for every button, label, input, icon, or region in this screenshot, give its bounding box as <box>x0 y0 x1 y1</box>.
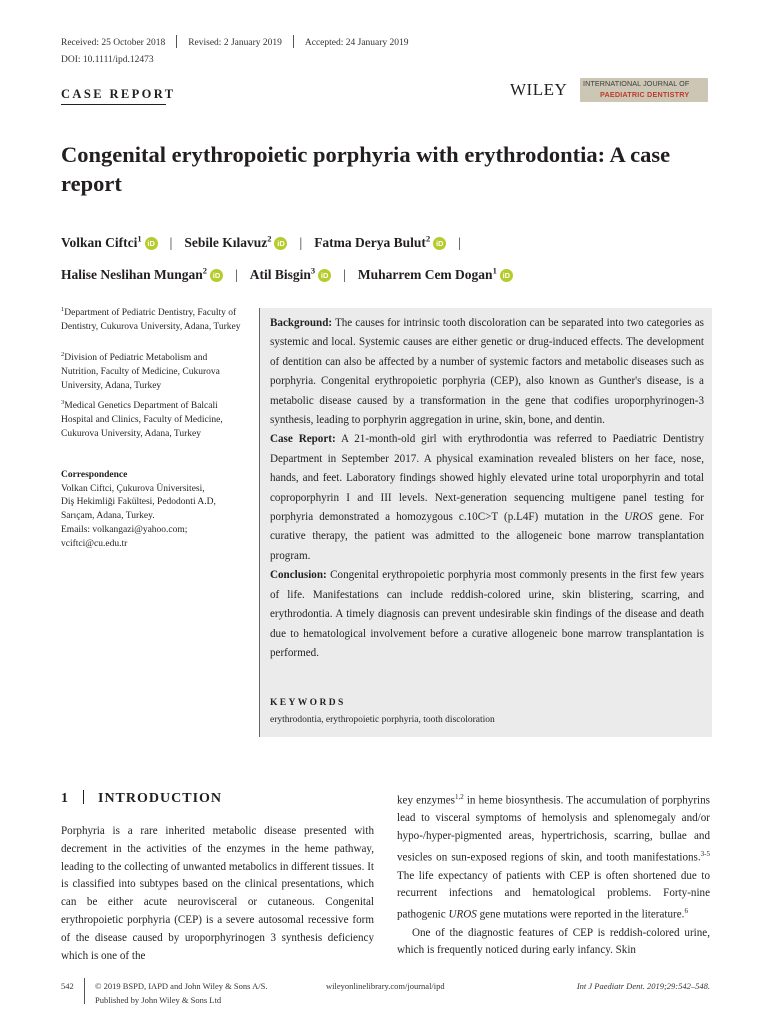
author-list <box>61 224 711 289</box>
correspondence-email[interactable]: Emails: volkangazi@yahoo.com; <box>61 524 188 535</box>
affiliation: $^2$Division of Pediatric Metabolism and Nutrition, Faculty of Medicine, Cukurova University, Adana, Turkey <box>61 351 220 391</box>
keywords-heading: KEYWORDS <box>270 698 346 708</box>
correspondence-line: Sarıçam, Adana, Turkey. <box>61 511 155 522</box>
author-separator: | <box>235 267 238 282</box>
author[interactable]: Halise Neslihan Mungan$^2$ iD <box>61 267 223 282</box>
orcid-icon[interactable]: iD <box>274 237 287 250</box>
author[interactable]: Fatma Derya Bulut$^2$ iD <box>314 235 446 250</box>
paragraph: One of the diagnostic features of CEP is reddish-colored urine, which is frequently noticed during early infancy. Skin <box>397 926 710 957</box>
section-title: INTRODUCTION <box>98 791 223 806</box>
publisher-logo: WILEY <box>510 80 568 99</box>
divider <box>176 35 177 48</box>
paragraph: Porphyria is a rare inherited metabolic disease presented with decrement in the activities of the enzymes in the heme pathway, leading to the collecting of unwanted metabolics in different tissues. It is classified into subtypes based on the clinical presentations, which can be either acute neurovisceral or cutaneous. Congenital erythropoietic porphyria (CEP) is a severe autosomal recessive form of the disease caused by uroporphyrinogen 3 synthesis deficiency which is one of the <box>61 825 374 962</box>
section-number: 1 <box>61 791 69 806</box>
affiliation: $^3$Medical Genetics Department of Balcali Hospital and Clinics, Faculty of Medicine, Cukurova University, Adana, Turkey <box>61 399 223 439</box>
citation-ref[interactable]: 1,2 <box>454 793 464 801</box>
article-title: Congenital erythropoietic porphyria with erythrodontia: A case report <box>61 142 671 196</box>
body-column-right <box>397 789 710 960</box>
orcid-icon[interactable]: iD <box>210 269 223 282</box>
citation: Int J Paediatr Dent. 2019;29:542–548. <box>576 981 710 991</box>
author[interactable]: Sebile Kılavuz$^2$ iD <box>184 235 287 250</box>
author-separator: | <box>169 234 173 250</box>
correspondence-heading: Correspondence <box>61 470 128 480</box>
publisher-note: Published by John Wiley & Sons Ltd <box>95 995 222 1005</box>
abstract-background: Background: The causes for intrinsic tooth discoloration can be separated into two categories as systemic and local. Systemic causes are either genetic or drug-induced effects. The development of dentition can also be affected by a number of systemic factors and metabolic diseases such as porphyria. Congenital erythropoietic porphyria (CEP), also known as Gunther's disease, is a metabolic disease caused by a transformation in the gene that codifies uroporphyrinogen-3 synthesis, leading to porphyrin aggregation in urine, skin, bone, and dentin. <box>270 317 704 427</box>
body-column-left <box>61 823 374 965</box>
page-number: 542 <box>61 981 74 991</box>
keywords: erythrodontia, erythropoietic porphyria, tooth discoloration <box>270 715 495 725</box>
citation-ref[interactable]: 6 <box>684 907 688 916</box>
journal-logo-line2: PAEDIATRIC DENTISTRY <box>600 90 690 99</box>
received-date: Received: 25 October 2018 <box>61 38 166 48</box>
author-separator: | <box>343 267 346 282</box>
journal-logo <box>580 78 708 102</box>
correspondence-line: Diş Hekimliği Fakültesi, Pedodonti A.D, <box>61 497 216 508</box>
author-separator: | <box>299 234 303 250</box>
abstract-text <box>270 314 704 663</box>
orcid-icon[interactable]: iD <box>318 269 331 282</box>
author[interactable]: Atil Bisgin$^3$ iD <box>250 267 331 282</box>
orcid-icon[interactable]: iD <box>145 237 158 250</box>
author[interactable]: Volkan Ciftci$^1$ iD <box>61 235 158 250</box>
divider <box>293 35 294 48</box>
orcid-icon[interactable]: iD <box>433 237 446 250</box>
divider <box>83 790 84 804</box>
article-type-underline <box>61 104 166 105</box>
paragraph: key enzymes$^{1,2}$ in heme biosynthesis. The accumulation of porphyrins lead to visceral symptoms of hemolysis and splenomegaly and/or hypo-/hyper-pigmented areas, hypertrichosis, scarring, bullae and vesicles on sun-exposed regions of skin, and tooth manifestations.$^{3-5}$ The life expectancy of patients with CEP is often shortened due to recurrent infections and hematological problems. Forty-nine pathogenic UROS gene mutations were reported in the literature.$^6$ <box>397 793 710 921</box>
citation-ref[interactable]: 3-5 <box>700 850 710 859</box>
correspondence-line: Volkan Ciftci, Çukurova Üniversitesi, <box>61 483 205 494</box>
correspondence-email[interactable]: vciftci@cu.edu.tr <box>61 538 128 549</box>
article-history <box>61 35 409 48</box>
footer-divider <box>84 978 85 1004</box>
author[interactable]: Muharrem Cem Dogan$^1$ iD <box>358 267 513 282</box>
article-type: CASE REPORT <box>61 87 176 101</box>
orcid-icon[interactable]: iD <box>500 269 513 282</box>
correspondence <box>61 469 246 551</box>
copyright: © 2019 BSPD, IAPD and John Wiley & Sons A/S. <box>95 981 268 991</box>
abstract-box <box>259 308 712 737</box>
doi[interactable]: DOI: 10.1111/ipd.12473 <box>61 55 154 65</box>
abstract-conclusion: Conclusion: Congenital erythropoietic porphyria most commonly presents in the first few years of life. Manifestations can include reddish-colored urine, skin blistering, scarring, and erythrodontia. A timely diagnosis can prevent undesirable skin findings of the disease and death due to hematological involvement before a curative allogeneic bone marrow transplantation is performed. <box>270 569 704 659</box>
affiliation: $^1$Department of Pediatric Dentistry, Faculty of Dentistry, Cukurova University, Adana, Turkey <box>61 306 241 332</box>
author-separator: | <box>458 234 461 250</box>
journal-logo-line1: INTERNATIONAL JOURNAL OF <box>583 79 690 88</box>
journal-url[interactable]: wileyonlinelibrary.com/journal/ipd <box>326 981 445 991</box>
abstract-case-report: Case Report: A 21-month-old girl with erythrodontia was referred to Paediatric Dentistry Department in September 2017. A physical examination revealed blisters on her face, nose, hands, and feet. Laboratory findings showed highly elevated urine total uroporphyrin and total coproporphyrin I and III levels. Next-generation sequencing multigene panel testing for porphyria demonstrated a homozygous c.10C>T (p.L4F) mutation in the UROS gene. For curative therapy, the patient was admitted to the allogeneic bone marrow transplantation program. <box>270 433 704 562</box>
accepted-date: Accepted: 24 January 2019 <box>304 38 409 48</box>
revised-date: Revised: 2 January 2019 <box>188 38 282 48</box>
section-heading <box>61 790 222 807</box>
